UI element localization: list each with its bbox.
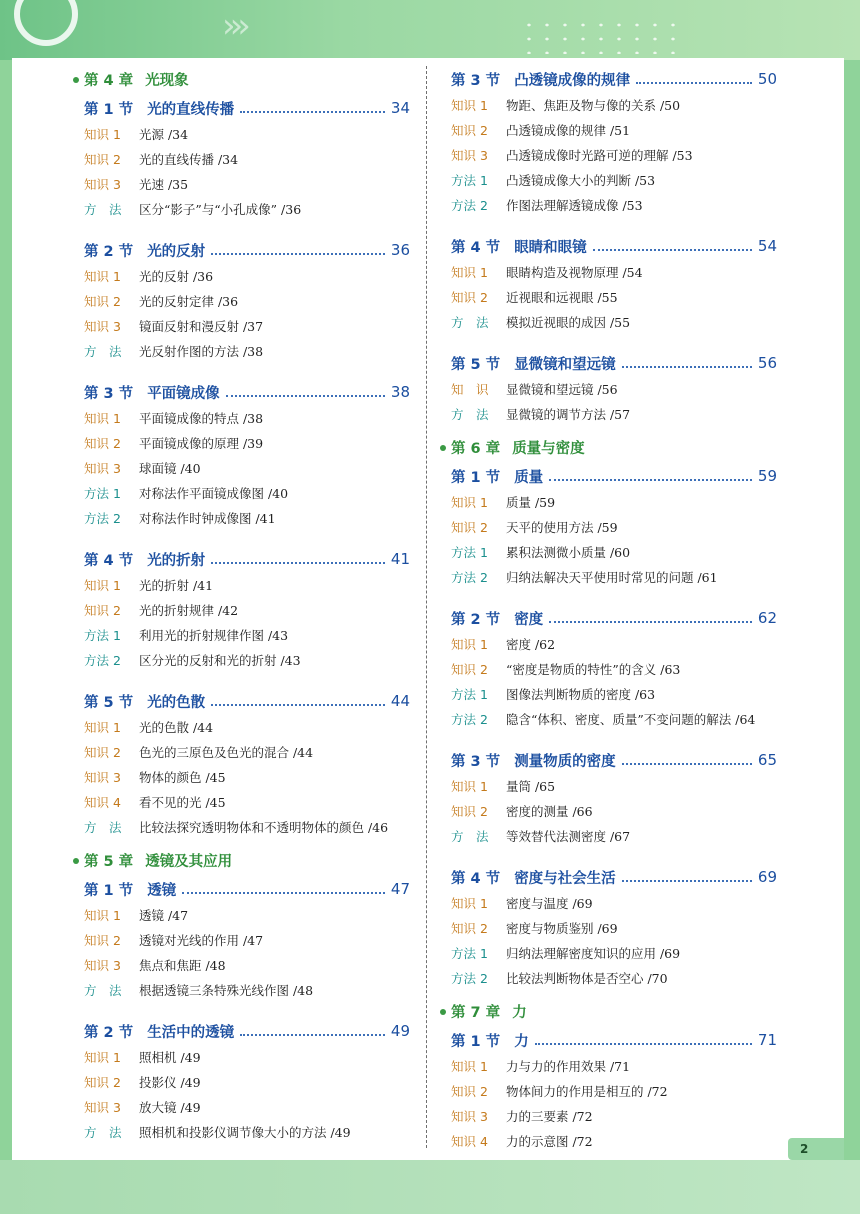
chapter-title: 透镜及其应用 xyxy=(145,853,233,870)
footer-band xyxy=(0,1160,860,1214)
knowledge-label: 知识 2 xyxy=(451,289,488,305)
item-text: 平面镜成像的特点 /38 xyxy=(139,410,264,426)
page-number: 2 xyxy=(800,1142,809,1156)
toc-item[interactable] xyxy=(84,902,410,927)
toc-section-entry[interactable] xyxy=(84,379,410,405)
toc-item[interactable] xyxy=(84,338,410,363)
toc-item[interactable] xyxy=(84,196,410,221)
item-text: 平面镜成像的原理 /39 xyxy=(139,435,264,451)
method-label: 方法 2 xyxy=(451,970,488,986)
header-band xyxy=(0,0,860,60)
item-text: 球面镜 /40 xyxy=(139,460,201,476)
item-text: “密度是物质的特性”的含义 /63 xyxy=(506,661,681,677)
section-title: 眼睛和眼镜 xyxy=(514,239,587,256)
decorative-dots xyxy=(520,18,680,54)
item-text: 看不见的光 /45 xyxy=(139,794,226,810)
toc-section-entry[interactable] xyxy=(451,66,777,92)
chapter-bullet-icon xyxy=(73,77,79,83)
item-text: 光的折射规律 /42 xyxy=(139,602,239,618)
knowledge-label: 知识 3 xyxy=(84,176,121,192)
chapter-bullet-icon xyxy=(440,445,446,451)
toc-item[interactable] xyxy=(84,1119,410,1144)
knowledge-label: 知识 2 xyxy=(84,744,121,760)
knowledge-label: 知识 2 xyxy=(451,920,488,936)
toc-item[interactable] xyxy=(84,597,410,622)
toc-item[interactable] xyxy=(84,146,410,171)
item-text: 等效替代法测密度 /67 xyxy=(506,828,631,844)
toc-item[interactable] xyxy=(84,455,410,480)
item-text: 透镜 /47 xyxy=(139,907,189,923)
item-text: 光的色散 /44 xyxy=(139,719,214,735)
item-text: 焦点和焦距 /48 xyxy=(139,957,226,973)
toc-item[interactable] xyxy=(84,405,410,430)
section-title: 平面镜成像 xyxy=(147,385,220,402)
section-number: 第 2 节 xyxy=(84,243,134,260)
section-number: 第 2 节 xyxy=(84,1024,134,1041)
item-text: 镜面反射和漫反射 /37 xyxy=(139,318,264,334)
knowledge-label: 知识 1 xyxy=(84,410,121,426)
toc-item[interactable] xyxy=(84,647,410,672)
toc-item[interactable] xyxy=(84,313,410,338)
chapter-number: 第 4 章 xyxy=(84,72,134,89)
method-label: 方 法 xyxy=(84,1124,122,1140)
knowledge-label: 知识 3 xyxy=(84,460,121,476)
knowledge-label: 知识 1 xyxy=(451,264,488,280)
dot-leader xyxy=(636,74,752,84)
chapter-title: 光现象 xyxy=(145,72,189,89)
method-label: 方法 1 xyxy=(451,945,488,961)
section-title: 生活中的透镜 xyxy=(147,1024,235,1041)
toc-item[interactable] xyxy=(451,564,777,589)
dot-leader xyxy=(226,387,385,397)
item-text: 力的三要素 /72 xyxy=(506,1108,593,1124)
knowledge-label: 知识 2 xyxy=(84,1074,121,1090)
section-page-number: 62 xyxy=(757,609,777,627)
toc-section-entry[interactable] xyxy=(84,237,410,263)
toc-item[interactable] xyxy=(84,739,410,764)
toc-section-entry[interactable] xyxy=(451,1027,777,1053)
toc-left-column xyxy=(84,66,410,1144)
toc-item[interactable] xyxy=(451,681,777,706)
item-text: 比较法判断物体是否空心 /70 xyxy=(506,970,668,986)
item-text: 密度与温度 /69 xyxy=(506,895,593,911)
decorative-chevrons: ››› xyxy=(222,6,245,46)
section-page-number: 69 xyxy=(757,868,777,886)
section-number: 第 1 节 xyxy=(84,882,134,899)
method-label: 方法 2 xyxy=(84,652,121,668)
section-title: 光的折射 xyxy=(147,552,206,569)
toc-item[interactable] xyxy=(84,622,410,647)
section-number: 第 3 节 xyxy=(451,753,501,770)
knowledge-label: 知识 1 xyxy=(84,268,121,284)
knowledge-label: 知识 3 xyxy=(451,1108,488,1124)
section-number: 第 2 节 xyxy=(451,611,501,628)
item-text: 作图法理解透镜成像 /53 xyxy=(506,197,643,213)
method-label: 方法 1 xyxy=(84,485,121,501)
item-text: 密度与物质鉴别 /69 xyxy=(506,920,618,936)
toc-section-entry[interactable] xyxy=(451,864,777,890)
toc-item[interactable] xyxy=(451,965,777,990)
method-label: 方法 1 xyxy=(451,686,488,702)
item-text: 归纳法解决天平使用时常见的问题 /61 xyxy=(506,569,718,585)
knowledge-label: 知识 1 xyxy=(451,1058,488,1074)
toc-item[interactable] xyxy=(451,656,777,681)
toc-item[interactable] xyxy=(451,401,777,426)
toc-item[interactable] xyxy=(451,539,777,564)
section-number: 第 4 节 xyxy=(451,870,501,887)
knowledge-label: 知识 1 xyxy=(84,1049,121,1065)
toc-item[interactable] xyxy=(451,1053,777,1078)
dot-leader xyxy=(549,471,752,481)
item-text: 显微镜的调节方法 /57 xyxy=(506,406,631,422)
toc-item[interactable] xyxy=(84,480,410,505)
knowledge-label: 知识 2 xyxy=(84,435,121,451)
toc-chapter-heading[interactable] xyxy=(451,434,777,460)
section-number: 第 4 节 xyxy=(84,552,134,569)
knowledge-label: 知 识 xyxy=(451,381,489,397)
item-text: 近视眼和远视眼 /55 xyxy=(506,289,618,305)
knowledge-label: 知识 1 xyxy=(451,494,488,510)
section-number: 第 1 节 xyxy=(451,1033,501,1050)
method-label: 方法 2 xyxy=(451,711,488,727)
toc-chapter-heading[interactable] xyxy=(84,66,410,92)
toc-item[interactable] xyxy=(84,952,410,977)
section-number: 第 3 节 xyxy=(84,385,134,402)
toc-section-entry[interactable] xyxy=(451,233,777,259)
knowledge-label: 知识 1 xyxy=(84,126,121,142)
method-label: 方法 2 xyxy=(451,197,488,213)
toc-item[interactable] xyxy=(84,977,410,1002)
item-text: 色光的三原色及色光的混合 /44 xyxy=(139,744,314,760)
section-page-number: 38 xyxy=(390,383,410,401)
toc-section-entry[interactable] xyxy=(84,688,410,714)
toc-item[interactable] xyxy=(84,764,410,789)
toc-section-entry[interactable] xyxy=(84,876,410,902)
item-text: 光的反射 /36 xyxy=(139,268,214,284)
toc-section-entry[interactable] xyxy=(451,747,777,773)
toc-item[interactable] xyxy=(84,121,410,146)
dot-leader xyxy=(211,696,385,706)
dot-leader xyxy=(535,1035,752,1045)
dot-leader xyxy=(622,872,752,882)
knowledge-label: 知识 1 xyxy=(451,895,488,911)
method-label: 方法 2 xyxy=(451,569,488,585)
item-text: 光源 /34 xyxy=(139,126,189,142)
toc-item[interactable] xyxy=(451,142,777,167)
knowledge-label: 知识 1 xyxy=(451,97,488,113)
item-text: 对称法作平面镜成像图 /40 xyxy=(139,485,289,501)
toc-section-entry[interactable] xyxy=(451,350,777,376)
item-text: 隐含“体积、密度、质量”不变问题的解法 /64 xyxy=(506,711,756,727)
toc-item[interactable] xyxy=(451,631,777,656)
page-number-badge xyxy=(788,1138,844,1160)
toc-item[interactable] xyxy=(451,1128,777,1153)
toc-item[interactable] xyxy=(84,1094,410,1119)
section-number: 第 5 节 xyxy=(451,356,501,373)
toc-item[interactable] xyxy=(451,1078,777,1103)
section-page-number: 59 xyxy=(757,467,777,485)
dot-leader xyxy=(240,1026,385,1036)
toc-item[interactable] xyxy=(451,823,777,848)
toc-item[interactable] xyxy=(451,940,777,965)
toc-item[interactable] xyxy=(84,430,410,455)
item-text: 图像法判断物质的密度 /63 xyxy=(506,686,656,702)
method-label: 方法 1 xyxy=(84,627,121,643)
knowledge-label: 知识 4 xyxy=(451,1133,488,1149)
knowledge-label: 知识 2 xyxy=(451,519,488,535)
dot-leader xyxy=(240,103,385,113)
knowledge-label: 知识 1 xyxy=(451,636,488,652)
toc-item[interactable] xyxy=(451,773,777,798)
toc-item[interactable] xyxy=(84,572,410,597)
item-text: 比较法探究透明物体和不透明物体的颜色 /46 xyxy=(139,819,389,835)
knowledge-label: 知识 1 xyxy=(451,778,488,794)
item-text: 力的示意图 /72 xyxy=(506,1133,593,1149)
section-page-number: 56 xyxy=(757,354,777,372)
chapter-title: 质量与密度 xyxy=(512,440,585,457)
toc-section-entry[interactable] xyxy=(451,463,777,489)
method-label: 方 法 xyxy=(451,828,489,844)
section-page-number: 50 xyxy=(757,70,777,88)
chapter-number: 第 6 章 xyxy=(451,440,501,457)
toc-section-entry[interactable] xyxy=(451,605,777,631)
item-text: 力与力的作用效果 /71 xyxy=(506,1058,631,1074)
method-label: 方 法 xyxy=(84,819,122,835)
knowledge-label: 知识 3 xyxy=(84,957,121,973)
item-text: 归纳法理解密度知识的应用 /69 xyxy=(506,945,681,961)
dot-leader xyxy=(549,613,752,623)
toc-item[interactable] xyxy=(451,167,777,192)
item-text: 光的反射定律 /36 xyxy=(139,293,239,309)
knowledge-label: 知识 2 xyxy=(84,932,121,948)
toc-chapter-heading[interactable] xyxy=(451,998,777,1024)
item-text: 光速 /35 xyxy=(139,176,189,192)
section-title: 密度 xyxy=(514,611,544,628)
item-text: 模拟近视眼的成因 /55 xyxy=(506,314,631,330)
section-title: 光的色散 xyxy=(147,694,206,711)
section-page-number: 49 xyxy=(390,1022,410,1040)
toc-item[interactable] xyxy=(451,489,777,514)
section-number: 第 1 节 xyxy=(451,469,501,486)
knowledge-label: 知识 2 xyxy=(451,803,488,819)
knowledge-label: 知识 3 xyxy=(451,147,488,163)
item-text: 照相机和投影仪调节像大小的方法 /49 xyxy=(139,1124,351,1140)
knowledge-label: 知识 1 xyxy=(84,719,121,735)
item-text: 利用光的折射规律作图 /43 xyxy=(139,627,289,643)
method-label: 方 法 xyxy=(84,201,122,217)
item-text: 光的折射 /41 xyxy=(139,577,214,593)
item-text: 对称法作时钟成像图 /41 xyxy=(139,510,276,526)
chapter-number: 第 5 章 xyxy=(84,853,134,870)
item-text: 区分“影子”与“小孔成像” /36 xyxy=(139,201,302,217)
toc-section-entry[interactable] xyxy=(84,95,410,121)
item-text: 密度的测量 /66 xyxy=(506,803,593,819)
toc-item[interactable] xyxy=(451,1103,777,1128)
chapter-bullet-icon xyxy=(73,858,79,864)
item-text: 密度 /62 xyxy=(506,636,556,652)
item-text: 光的直线传播 /34 xyxy=(139,151,239,167)
section-number: 第 3 节 xyxy=(451,72,501,89)
toc-item[interactable] xyxy=(451,514,777,539)
toc-item[interactable] xyxy=(451,284,777,309)
section-title: 光的反射 xyxy=(147,243,206,260)
toc-item[interactable] xyxy=(84,1044,410,1069)
toc-item[interactable] xyxy=(451,192,777,217)
knowledge-label: 知识 2 xyxy=(84,602,121,618)
toc-item[interactable] xyxy=(451,117,777,142)
section-title: 密度与社会生活 xyxy=(514,870,616,887)
item-text: 投影仪 /49 xyxy=(139,1074,201,1090)
toc-chapter-heading[interactable] xyxy=(84,847,410,873)
toc-item[interactable] xyxy=(84,927,410,952)
knowledge-label: 知识 2 xyxy=(451,1083,488,1099)
item-text: 凸透镜成像大小的判断 /53 xyxy=(506,172,656,188)
section-title: 质量 xyxy=(514,469,544,486)
dot-leader xyxy=(622,755,752,765)
toc-item[interactable] xyxy=(84,789,410,814)
item-text: 透镜对光线的作用 /47 xyxy=(139,932,264,948)
dot-leader xyxy=(182,884,385,894)
method-label: 方 法 xyxy=(451,406,489,422)
item-text: 凸透镜成像的规律 /51 xyxy=(506,122,631,138)
knowledge-label: 知识 2 xyxy=(84,293,121,309)
section-page-number: 54 xyxy=(757,237,777,255)
toc-item[interactable] xyxy=(451,376,777,401)
knowledge-label: 知识 3 xyxy=(84,318,121,334)
section-title: 测量物质的密度 xyxy=(514,753,616,770)
toc-item[interactable] xyxy=(451,890,777,915)
dot-leader xyxy=(593,241,752,251)
method-label: 方 法 xyxy=(84,982,122,998)
knowledge-label: 知识 1 xyxy=(84,577,121,593)
toc-item[interactable] xyxy=(84,263,410,288)
item-text: 物体间力的作用是相互的 /72 xyxy=(506,1083,668,1099)
dot-leader xyxy=(211,245,385,255)
dot-leader xyxy=(622,358,752,368)
item-text: 区分光的反射和光的折射 /43 xyxy=(139,652,301,668)
section-page-number: 71 xyxy=(757,1031,777,1049)
section-page-number: 36 xyxy=(390,241,410,259)
knowledge-label: 知识 2 xyxy=(451,661,488,677)
toc-item[interactable] xyxy=(84,814,410,839)
chapter-bullet-icon xyxy=(440,1009,446,1015)
section-number: 第 5 节 xyxy=(84,694,134,711)
item-text: 质量 /59 xyxy=(506,494,556,510)
knowledge-label: 知识 4 xyxy=(84,794,121,810)
toc-item[interactable] xyxy=(451,92,777,117)
item-text: 根据透镜三条特殊光线作图 /48 xyxy=(139,982,314,998)
item-text: 量筒 /65 xyxy=(506,778,556,794)
item-text: 累积法测微小质量 /60 xyxy=(506,544,631,560)
section-number: 第 4 节 xyxy=(451,239,501,256)
section-title: 显微镜和望远镜 xyxy=(514,356,616,373)
knowledge-label: 知识 2 xyxy=(451,122,488,138)
method-label: 方法 2 xyxy=(84,510,121,526)
section-page-number: 41 xyxy=(390,550,410,568)
toc-item[interactable] xyxy=(451,798,777,823)
toc-item[interactable] xyxy=(84,288,410,313)
toc-item[interactable] xyxy=(84,505,410,530)
section-title: 力 xyxy=(514,1033,529,1050)
knowledge-label: 知识 1 xyxy=(84,907,121,923)
item-text: 眼睛构造及视物原理 /54 xyxy=(506,264,643,280)
toc-item[interactable] xyxy=(451,915,777,940)
knowledge-label: 知识 3 xyxy=(84,1099,121,1115)
method-label: 方 法 xyxy=(84,343,122,359)
section-number: 第 1 节 xyxy=(84,101,134,118)
method-label: 方法 1 xyxy=(451,544,488,560)
toc-item[interactable] xyxy=(451,309,777,334)
toc-item[interactable] xyxy=(84,171,410,196)
chapter-title: 力 xyxy=(512,1004,527,1021)
section-page-number: 34 xyxy=(390,99,410,117)
column-divider xyxy=(426,66,427,1148)
toc-right-column xyxy=(451,66,777,1153)
item-text: 照相机 /49 xyxy=(139,1049,201,1065)
item-text: 显微镜和望远镜 /56 xyxy=(506,381,618,397)
section-title: 透镜 xyxy=(147,882,177,899)
item-text: 放大镜 /49 xyxy=(139,1099,201,1115)
section-title: 凸透镜成像的规律 xyxy=(514,72,631,89)
item-text: 天平的使用方法 /59 xyxy=(506,519,618,535)
method-label: 方 法 xyxy=(451,314,489,330)
chapter-number: 第 7 章 xyxy=(451,1004,501,1021)
knowledge-label: 知识 3 xyxy=(84,769,121,785)
toc-section-entry[interactable] xyxy=(84,546,410,572)
toc-section-entry[interactable] xyxy=(84,1018,410,1044)
section-page-number: 44 xyxy=(390,692,410,710)
item-text: 光反射作图的方法 /38 xyxy=(139,343,264,359)
toc-item[interactable] xyxy=(84,714,410,739)
section-title: 光的直线传播 xyxy=(147,101,235,118)
item-text: 物体的颜色 /45 xyxy=(139,769,226,785)
knowledge-label: 知识 2 xyxy=(84,151,121,167)
item-text: 凸透镜成像时光路可逆的理解 /53 xyxy=(506,147,693,163)
section-page-number: 65 xyxy=(757,751,777,769)
toc-item[interactable] xyxy=(451,259,777,284)
toc-item[interactable] xyxy=(84,1069,410,1094)
item-text: 物距、焦距及物与像的关系 /50 xyxy=(506,97,681,113)
section-page-number: 47 xyxy=(390,880,410,898)
toc-item[interactable] xyxy=(451,706,777,731)
method-label: 方法 1 xyxy=(451,172,488,188)
dot-leader xyxy=(211,554,385,564)
